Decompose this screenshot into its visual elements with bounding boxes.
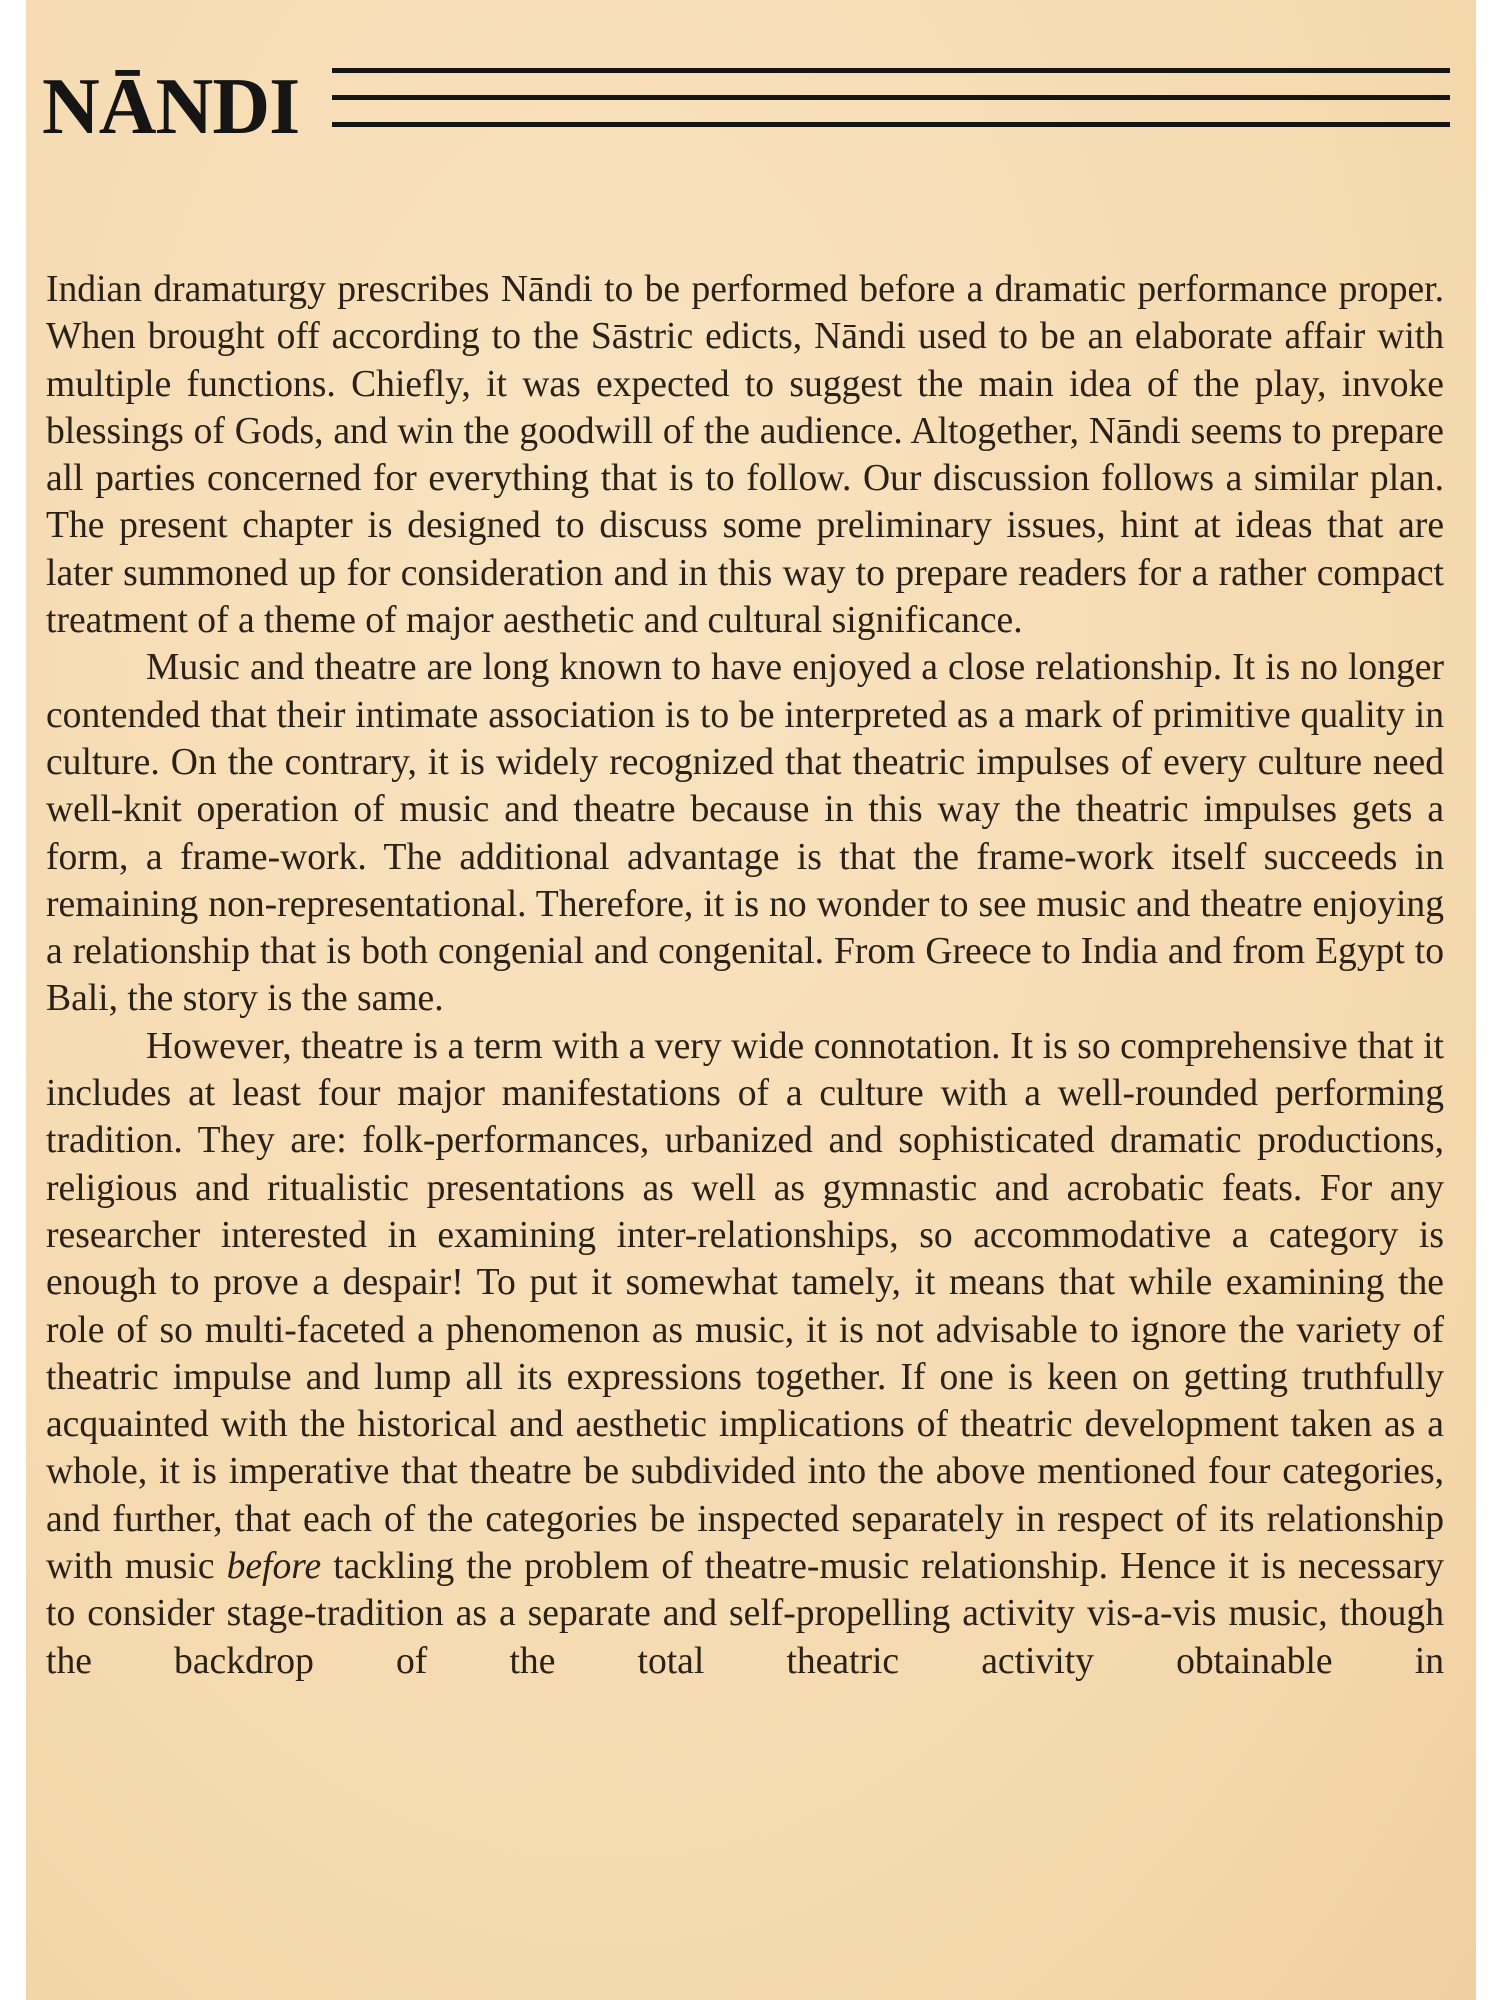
paragraph-2: Music and theatre are long known to have enjoyed a close relationship. It is no longer contended that their intimate association is to be interpreted as a mark of primitive quality in culture. On the contrary, it is widely recognized that theatric impulses of every culture need well-knit operation of music and theatre because in this way the theatric impulses gets a form, a frame-work. The additional advantage is that the frame-work itself succeeds in remaining non-representational. Therefore, it is no wonder to see music and theatre enjoying a relationship that is both congenial and congenital. From Greece to India and from Egypt to Bali, the story is the same.: [46, 647, 1444, 1020]
chapter-header: [42, 62, 1460, 152]
rule-line-middle: [332, 95, 1450, 100]
paragraph-3-text-after: tackling the problem of theatre-music relationship. Hence it is necessary to consider stage-tradition as a separate and self-propelling activity vis-a-vis music, though the backdrop of the total theatric activity obtainable in: [46, 1546, 1445, 1682]
rule-line-bottom: [332, 122, 1450, 127]
paragraph-3-text-before: However, theatre is a term with a very wide connotation. It is so comprehensive that it includes at least four major manifestations of a culture with a well-rounded performing tradition. They are: folk-performances, urbanized and sophisticated dramatic productions, religious and ritualistic presentations as well as gymnastic and acrobatic feats. For any researcher interested in examining inter-relationships, so accommodative a category is enough to prove a despair! To put it somewhat tamely, it means that while examining the role of so multi-faceted a phenomenon as music, it is not advisable to ignore the variety of theatric impulse and lump all its expressions together. If one is keen on getting truthfully acquainted with the historical and aesthetic implications of theatric development taken as a whole, it is imperative that theatre be subdivided into the above mentioned four categories, and further, that each of the categories be inspected separately in respect of its relationship with music: [46, 1025, 1444, 1588]
chapter-title: NĀNDI: [42, 63, 300, 151]
book-page: [26, 0, 1476, 2000]
paragraph-3: [46, 1023, 1444, 1685]
chapter-body: [46, 266, 1444, 1685]
title-rules: [332, 66, 1450, 146]
paragraph-3-emphasis: before: [226, 1546, 322, 1588]
paragraph-1: Indian dramaturgy prescribes Nāndi to be performed before a dramatic performance proper. When brought off according to the Sāstric edicts, Nāndi used to be an elaborate affair with multiple functions. Chiefly, it was expected to suggest the main idea of the play, invoke blessings of Gods, and win the goodwill of the audience. Altogether, Nāndi seems to prepare all parties concerned for everything that is to follow. Our discussion follows a similar plan. The present chapter is designed to discuss some preliminary issues, hint at ideas that are later summoned up for consideration and in this way to prepare readers for a rather compact treatment of a theme of major aesthetic and cultural significance.: [46, 269, 1444, 642]
triple-rule-lines: [332, 66, 1450, 146]
rule-line-top: [332, 68, 1450, 73]
